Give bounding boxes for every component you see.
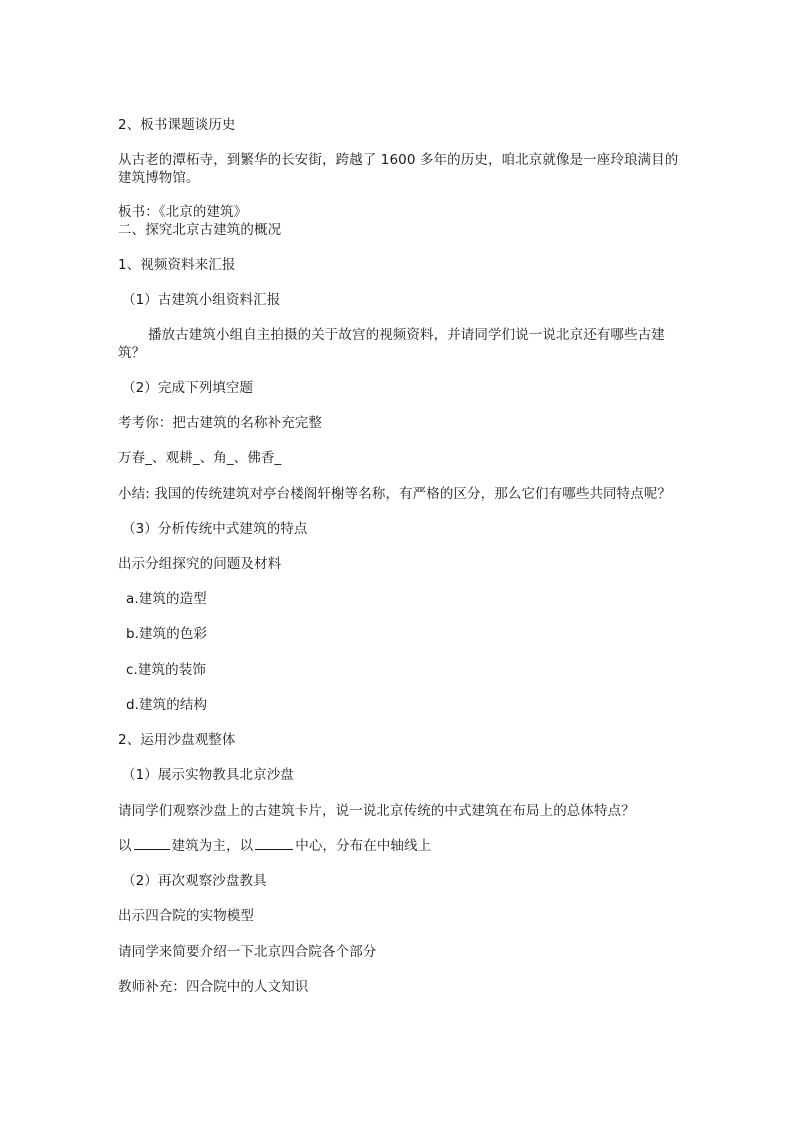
subheading-sand-table: 2、运用沙盘观整体 <box>118 732 236 748</box>
quiz-prompt: 考考你：把古建筑的名称补充完整 <box>118 415 322 431</box>
item-group-report: （1）古建筑小组资料汇报 <box>122 292 281 308</box>
section-heading-explore: 二、探究北京古建筑的概况 <box>118 222 282 238</box>
item-fill-blanks: （2）完成下列填空题 <box>122 380 254 396</box>
list-item-decoration: c.建筑的装饰 <box>126 662 206 678</box>
blank-underline-1 <box>134 837 170 850</box>
board-writing-line: 板书：《北京的建筑》 <box>118 204 248 220</box>
blank-underline-2 <box>255 837 293 850</box>
subheading-video-report: 1、视频资料来汇报 <box>118 257 236 273</box>
courtyard-model-line: 出示四合院的实物模型 <box>118 908 254 924</box>
item-analyze-features: （3）分析传统中式建筑的特点 <box>122 521 308 537</box>
paragraph-video-play: 播放古建筑小组自主拍摄的关于故宫的视频资料，并请同学们说一说北京还有哪些古建筑？ <box>118 327 665 361</box>
list-item-color: b.建筑的色彩 <box>126 626 208 642</box>
observe-cards-question: 请同学们观察沙盘上的古建筑卡片，说一说北京传统的中式建筑在布局上的总体特点？ <box>118 803 635 819</box>
fill-text-middle: 建筑为主，以 <box>171 838 254 854</box>
item-show-sand-table: （1）展示实物教具北京沙盘 <box>122 767 294 783</box>
layout-fill-blank-line <box>118 837 431 855</box>
quiz-building-names: 万春_、观耕_、角_、佛香_ <box>118 450 282 466</box>
group-questions-line: 出示分组探究的问题及材料 <box>118 556 282 572</box>
list-item-shape: a.建筑的造型 <box>126 591 207 607</box>
paragraph-history-intro: 从古老的潭柘寺，到繁华的长安街，跨越了 1600 多年的历史，咱北京就像是一座玲琅满目的建筑博物馆。 <box>118 152 679 186</box>
summary-line: 小结: 我国的传统建筑对亭台楼阁轩榭等名称，有严格的区分，那么它们有哪些共同特点呢？ <box>118 486 672 502</box>
item-observe-again: （2）再次观察沙盘教具 <box>122 873 267 889</box>
teacher-supplement-line: 教师补充：四合院中的人文知识 <box>118 979 309 995</box>
courtyard-intro-line: 请同学来简要介绍一下北京四合院各个部分 <box>118 944 377 960</box>
fill-text-suffix: 中心，分布在中轴线上 <box>295 838 432 854</box>
fill-text-prefix: 以 <box>118 838 132 854</box>
list-item-structure: d.建筑的结构 <box>126 697 208 713</box>
heading-board-title-history: 2、板书课题谈历史 <box>118 117 236 133</box>
